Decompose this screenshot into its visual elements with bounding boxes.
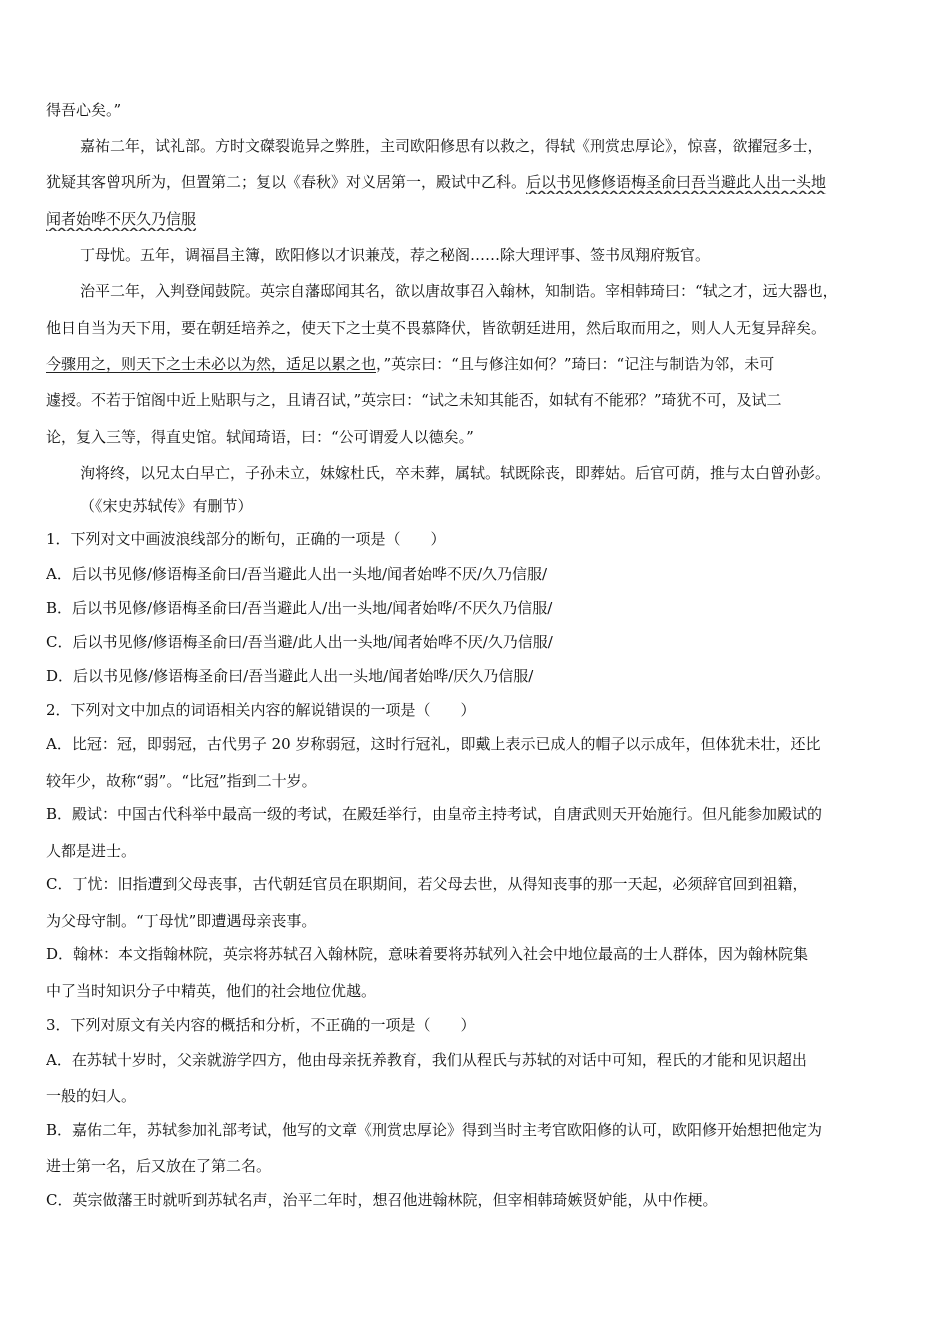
passage-line: 他日自当为天下用，要在朝廷培养之，使天下之士莫不畏慕降伏，皆欲朝廷进用，然后取而用之，则人人无复异辞矣。: [46, 319, 827, 337]
question-2-option-c: C．丁忧：旧指遭到父母丧事，古代朝廷官员在职期间，若父母去世，从得知丧事的那一天起，必须辞官回到祖籍，: [46, 875, 808, 893]
question-3-stem: 3．下列对原文有关内容的概括和分析，不正确的一项是（ ）: [46, 1016, 476, 1034]
passage-line: 丁母忧。五年，调福昌主簿，欧阳修以才识兼茂，荐之秘阁……除大理评事、签书凤翔府叛官。: [80, 246, 711, 264]
passage-line: [46, 207, 916, 231]
question-2-option-b-cont: 人都是进士。: [46, 842, 137, 860]
question-2-option-b: B．殿试：中国古代科举中最高一级的考试，在殿廷举行，由皇帝主持考试，自唐武则天开始施行。但凡能参加殿试的: [46, 805, 823, 823]
question-2-option-a: A．比冠：冠，即弱冠，古代男子 20 岁称弱冠，这时行冠礼，即戴上表示已成人的帽子以示成年，但体犹未壮，还比: [46, 735, 821, 753]
wavy-underlined-text: 闻者始哗不厌久乃信服: [46, 210, 197, 228]
passage-source: （《宋史苏轼传》有删节）: [80, 497, 253, 515]
passage-line: [46, 170, 916, 194]
passage-line: 嘉祐二年，试礼部。方时文磔裂诡异之弊胜，主司欧阳修思有以救之，得轼《刑赏忠厚论》，惊喜，欲擢冠多士，: [80, 137, 823, 155]
question-2-option-d-cont: 中了当时知识分子中精英，他们的社会地位优越。: [46, 982, 377, 1000]
passage-line: 得吾心矣。”: [46, 101, 122, 119]
question-2-option-d: D．翰林：本文指翰林院，英宗将苏轼召入翰林院，意味着要将苏轼列入社会中地位最高的士人群体，因为翰林院集: [46, 945, 809, 963]
question-3-option-a: A．在苏轼十岁时，父亲就游学四方，他由母亲抚养教育，我们从程氏与苏轼的对话中可知，程氏的才能和见识超出: [46, 1051, 807, 1069]
question-1-stem: 1．下列对文中画波浪线部分的断句，正确的一项是（ ）: [46, 530, 446, 548]
passage-line: [46, 352, 916, 376]
question-3-option-b: B．嘉佑二年，苏轼参加礼部考试，他写的文章《刑赏忠厚论》得到当时主考官欧阳修的认可，欧阳修开始想把他定为: [46, 1121, 823, 1139]
question-1-option-b: B．后以书见修/修语梅圣俞曰/吾当避此人/出一头地/闻者始哗/不厌久乃信服/: [46, 599, 553, 617]
question-2-stem: 2．下列对文中加点的词语相关内容的解说错误的一项是（ ）: [46, 701, 476, 719]
question-1-option-a: A．后以书见修/修语梅圣俞曰/吾当避此人出一头地/闻者始哗不厌/久乃信服/: [46, 565, 548, 583]
passage-text: 犹疑其客曾巩所为，但置第二；复以《春秋》对义居第一，殿试中乙科。: [46, 173, 527, 191]
passage-line: 洵将终，以兄太白早亡，子孙未立，妹嫁杜氏，卒未葬，属轼。轼既除丧，即葬姑。后官可荫，推与太白曾孙彭。: [80, 464, 831, 482]
question-1-option-d: D．后以书见修/修语梅圣俞曰/吾当避此人出一头地/闻者始哗/厌久乃信服/: [46, 667, 534, 685]
question-2-option-c-cont: 为父母守制。“丁母忧”即遭遇母亲丧事。: [46, 912, 317, 930]
passage-line: 治平二年，入判登闻鼓院。英宗自藩邸闻其名，欲以唐故事召入翰林，知制诰。宰相韩琦曰：“轼之才，远大器也，: [80, 282, 838, 300]
passage-text: ，”英宗曰：“且与修注如何？”琦曰：“记注与制诰为邻，未可: [376, 355, 775, 373]
passage-line: 论，复入三等，得直史馆。轼闻琦语，曰：“公可谓爱人以德矣。”: [46, 428, 474, 446]
question-3-option-a-cont: 一般的妇人。: [46, 1087, 137, 1105]
question-3-option-b-cont: 进士第一名，后又放在了第二名。: [46, 1157, 272, 1175]
question-2-option-a-cont: 较年少，故称“弱”。“比冠”指到二十岁。: [46, 772, 317, 790]
wavy-underlined-text: 后以书见修修语梅圣俞曰吾当避此人出一头地: [526, 173, 827, 191]
question-3-option-c: C．英宗做藩王时就听到苏轼名声，治平二年时，想召他进翰林院，但宰相韩琦嫉贤妒能，从中作梗。: [46, 1191, 718, 1209]
underlined-text: 今骤用之，则天下之士未必以为然，适足以累之也: [46, 355, 377, 373]
question-1-option-c: C．后以书见修/修语梅圣俞曰/吾当避/此人出一头地/闻者始哗不厌/久乃信服/: [46, 633, 553, 651]
passage-line: 遽授。不若于馆阁中近上贴职与之，且请召试，”英宗曰：“试之未知其能否，如轼有不能邪？”琦犹不可，及试二: [46, 391, 782, 409]
